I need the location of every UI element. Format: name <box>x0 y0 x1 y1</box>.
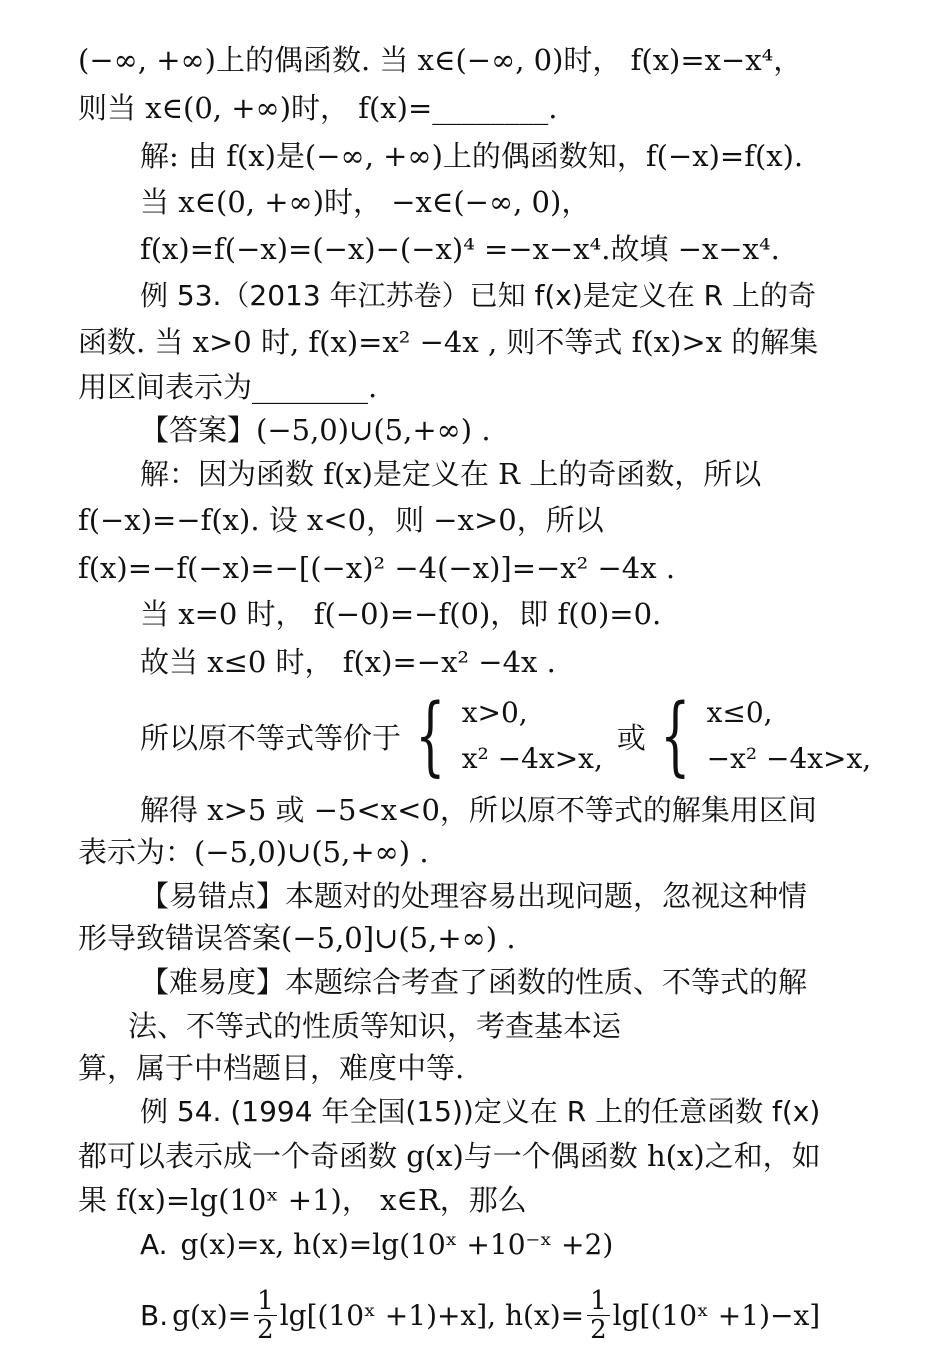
option-b-h-right: lg[(10ˣ +1)−x] <box>612 1298 821 1332</box>
option-b-g-left: g(x)= <box>172 1298 252 1332</box>
text-line: 【易错点】本题对的处理容易出现问题，忽视这种情 <box>140 879 808 913</box>
case-two-line: x≤0, <box>706 696 773 729</box>
text-line: (−∞, +∞)上的偶函数. 当 x∈(−∞, 0)时， f(x)=x−x⁴， <box>78 43 803 77</box>
text-line: 则当 x∈(0, +∞)时， f(x)=________. <box>78 91 558 125</box>
option-b-g-right: lg[(10ˣ +1)+x], h(x)= <box>279 1298 585 1332</box>
text-line: 形导致错误答案(−5,0]∪(5,+∞) . <box>78 921 516 955</box>
left-brace-icon: { <box>415 686 446 786</box>
fraction-numerator: 1 <box>254 1287 277 1316</box>
system-connector: 或 <box>616 720 646 755</box>
text-line: 当 x=0 时， f(−0)=−f(0)，即 f(0)=0. <box>140 597 662 631</box>
inequality-system <box>140 688 885 784</box>
text-line: f(x)=f(−x)=(−x)−(−x)⁴ =−x−x⁴.故填 −x−x⁴. <box>140 232 780 266</box>
text-line: 函数. 当 x>0 时, f(x)=x² −4x , 则不等式 f(x)>x 的解集 <box>78 325 819 359</box>
text-line: 法、不等式的性质等知识，考查基本运 <box>128 1009 622 1043</box>
text-line: 解: 由 f(x)是(−∞, +∞)上的偶函数知，f(−x)=f(x). <box>140 139 804 173</box>
text-line: 【难易度】本题综合考查了函数的性质、不等式的解 <box>140 965 808 999</box>
text-line: 解：因为函数 f(x)是定义在 R 上的奇函数，所以 <box>140 457 762 491</box>
option-b <box>140 1285 820 1345</box>
fraction-numerator: 1 <box>587 1287 610 1316</box>
option-a-text: g(x)=x, h(x)=lg(10ˣ +10⁻ˣ +2) <box>180 1228 614 1261</box>
system-intro: 所以原不等式等价于 <box>140 720 402 755</box>
case-one <box>401 686 603 786</box>
text-line: 都可以表示成一个奇函数 g(x)与一个偶函数 h(x)之和，如 <box>78 1139 821 1173</box>
option-a <box>140 1228 613 1261</box>
text-line: 故当 x≤0 时， f(x)=−x² −4x . <box>140 645 556 679</box>
case-two <box>646 686 872 786</box>
text-line: f(x)=−f(−x)=−[(−x)² −4(−x)]=−x² −4x . <box>78 551 676 585</box>
fraction-half <box>587 1287 610 1344</box>
answer-line: 【答案】(−5,0)∪(5,+∞) . <box>140 413 491 447</box>
case-one-line: x² −4x>x, <box>461 742 603 775</box>
text-line: 当 x∈(0, +∞)时， −x∈(−∞, 0)， <box>140 185 591 219</box>
example-heading: 例 54. (1994 年全国(15))定义在 R 上的任意函数 f(x) <box>140 1095 821 1128</box>
fraction-half <box>254 1287 277 1344</box>
option-b-label: B. <box>140 1298 169 1332</box>
case-one-line: x>0, <box>461 696 528 729</box>
left-brace-icon: { <box>660 686 691 786</box>
text-line: 用区间表示为________. <box>78 370 378 404</box>
text-line: f(−x)=−f(x). 设 x<0，则 −x>0，所以 <box>78 503 604 537</box>
case-two-line: −x² −4x>x, <box>706 742 872 775</box>
text-line: 表示为：(−5,0)∪(5,+∞) . <box>78 835 429 869</box>
text-line: 算，属于中档题目，难度中等. <box>78 1051 465 1085</box>
text-line: 果 f(x)=lg(10ˣ +1)， x∈R，那么 <box>78 1183 527 1217</box>
example-heading: 例 53.（2013 年江苏卷）已知 f(x)是定义在 R 上的奇 <box>140 279 817 312</box>
option-a-label: A. <box>140 1228 168 1261</box>
fraction-denominator: 2 <box>590 1314 607 1345</box>
fraction-denominator: 2 <box>257 1314 274 1345</box>
text-line: 解得 x>5 或 −5<x<0，所以原不等式的解集用区间 <box>140 793 817 827</box>
